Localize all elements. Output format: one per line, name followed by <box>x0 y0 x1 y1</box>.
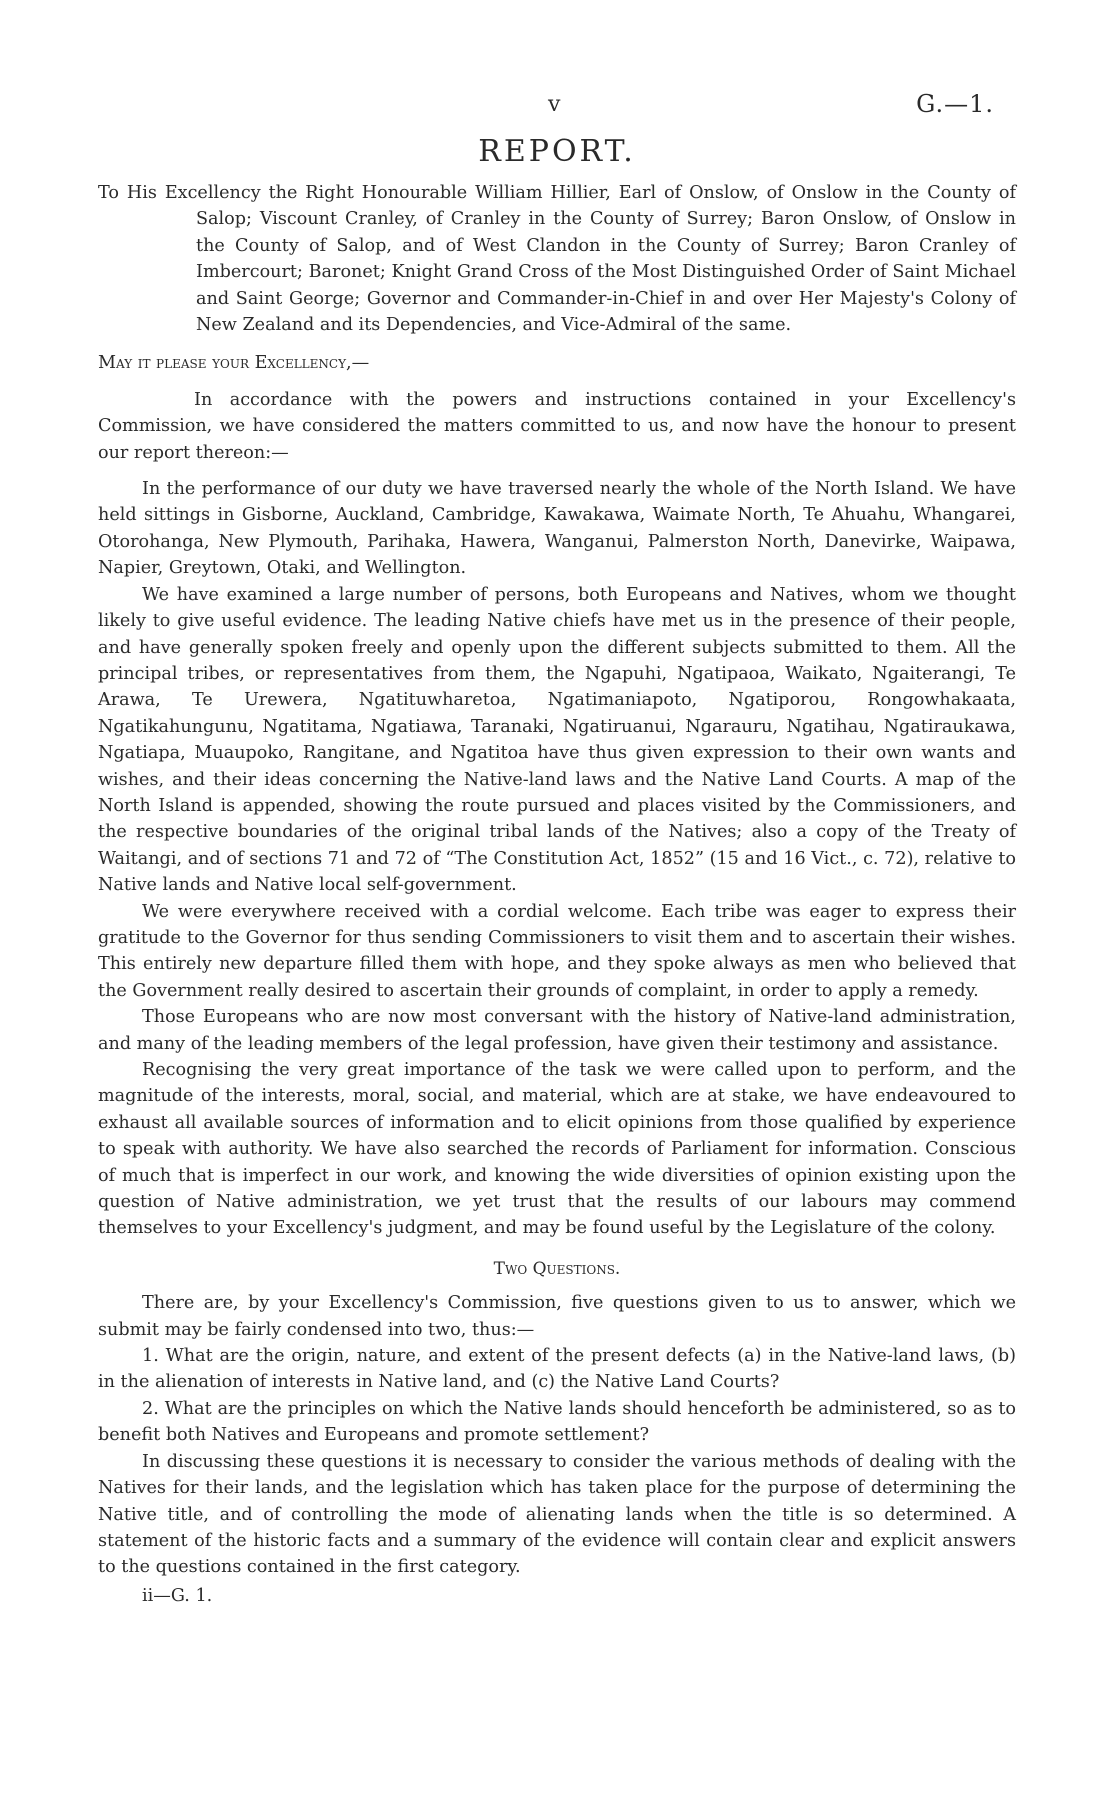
section-heading: Two Questions. <box>493 1258 621 1279</box>
paragraph-7: There are, by your Excellency's Commission, five questions given to us to answer, which we submit may be fairly condensed into two, thus:— <box>98 1293 1016 1340</box>
paragraph-4: We were everywhere received with a cordial welcome. Each tribe was eager to express their gratitude to the Governor for thus sending Commissioners to visit them and to ascertain their wishes. This entirely new departure filled them with hope, and they spoke always as men who believed that the Government really desired to ascertain their grounds of complaint, in order to apply a remedy. <box>98 901 1016 1001</box>
paragraph-3: We have examined a large number of persons, both Europeans and Natives, whom we thought likely to give useful evidence. The leading Native chiefs have met us in the presence of their people, and have generally spoken freely and openly upon the different subjects submitted to them. All the principal tribes, or representatives from them, the Ngapuhi, Ngatipaoa, Waikato, Ngaiterangi, Te Arawa, Te Urewera, Ngatituwharetoa, Ngatimaniapoto, Ngatiporou, Rongowhakaata, Ngatikahungunu, Ngatitama, Ngatiawa, Taranaki, Ngatiruanui, Ngarauru, Ngatihau, Ngatiraukawa, Ngatiapa, Muaupoko, Rangitane, and Ngatitoa have thus given expression to their own wants and wishes, and their ideas concerning the Native-land laws and the Native Land Courts. A map of the North Island is appended, showing the route pursued and places visited by the Commissioners, and the respective boundaries of the original tribal lands of the Natives; also a copy of the Treaty of Waitangi, and of sections 71 and 72 of “The Constitution Act, 1852” (15 and 16 Vict., c. 72), relative to Native lands and Native local self-government. <box>98 584 1016 896</box>
signature-footer: ii—G. 1. <box>142 1585 213 1606</box>
paragraph-2: In the performance of our duty we have traversed nearly the whole of the North Island. We have held sittings in Gisborne, Auckland, Cambridge, Kawakawa, Waimate North, Te Ahuahu, Whangarei, Otorohanga, New Plymouth, Parihaka, Hawera, Wanganui, Palmerston North, Danevirke, Waipawa, Napier, Greytown, Otaki, and Wellington. <box>98 479 1016 579</box>
question-2: 2. What are the principles on which the Native lands should henceforth be administered, so as to benefit both Natives and Europeans and promote settlement? <box>98 1398 1016 1446</box>
page-number-roman: v <box>548 92 561 117</box>
page-title: REPORT. <box>478 134 636 169</box>
paragraph-5: Those Europeans who are now most conversant with the history of Native-land administration, and many of the leading members of the legal profession, have given their testimony and assistance. <box>98 1007 1016 1054</box>
paragraph-1: In accordance with the powers and instructions contained in your Excellency's Commission, we have considered the matters committed to us, and now have the honour to present our report thereon:— <box>98 389 1016 463</box>
paragraph-6: Recognising the very great importance of the task we were called upon to perform, and the magnitude of the interests, moral, social, and material, which are at stake, we have endeavoured to exhaust all available sources of information and to elicit opinions from those qualified by experience to speak with authority. We have also searched the records of Parliament for information. Conscious of much that is imperfect in our work, and knowing the wide diversities of opinion existing upon the question of Native administration, we yet trust that the results of our labours may commend themselves to your Excellency's judgment, and may be found useful by the Legislature of the colony. <box>98 1060 1016 1239</box>
document-reference: G.—1. <box>916 90 994 118</box>
document-body <box>98 180 1016 1609</box>
salutation: May it please your Excellency,— <box>98 353 370 374</box>
address-block: To His Excellency the Right Honourable William Hillier, Earl of Onslow, of Onslow in the County of Salop; Viscount Cranley, of Cranley in the County of Surrey; Baron Onslow, of Onslow in the County of Salop, and of West Clandon in the County of Surrey; Baron Cranley of Imbercourt; Baronet; Knight Grand Cross of the Most Distinguished Order of Saint Michael and Saint George; Governor and Commander-in-Chief in and over Her Majesty's Colony of New Zealand and its Dependencies, and Vice-Admiral of the same. <box>98 183 1016 336</box>
question-1: 1. What are the origin, nature, and extent of the present defects (a) in the Native-land laws, (b) in the alienation of interests in Native land, and (c) the Native Land Courts? <box>98 1346 1016 1393</box>
paragraph-8: In discussing these questions it is necessary to consider the various methods of dealing with the Natives for their lands, and the legislation which has taken place for the purpose of determining the Native title, and of controlling the mode of alienating lands when the title is so determined. A statement of the historic facts and a summary of the evidence will contain clear and explicit answers to the questions contained in the first category. <box>98 1451 1016 1578</box>
